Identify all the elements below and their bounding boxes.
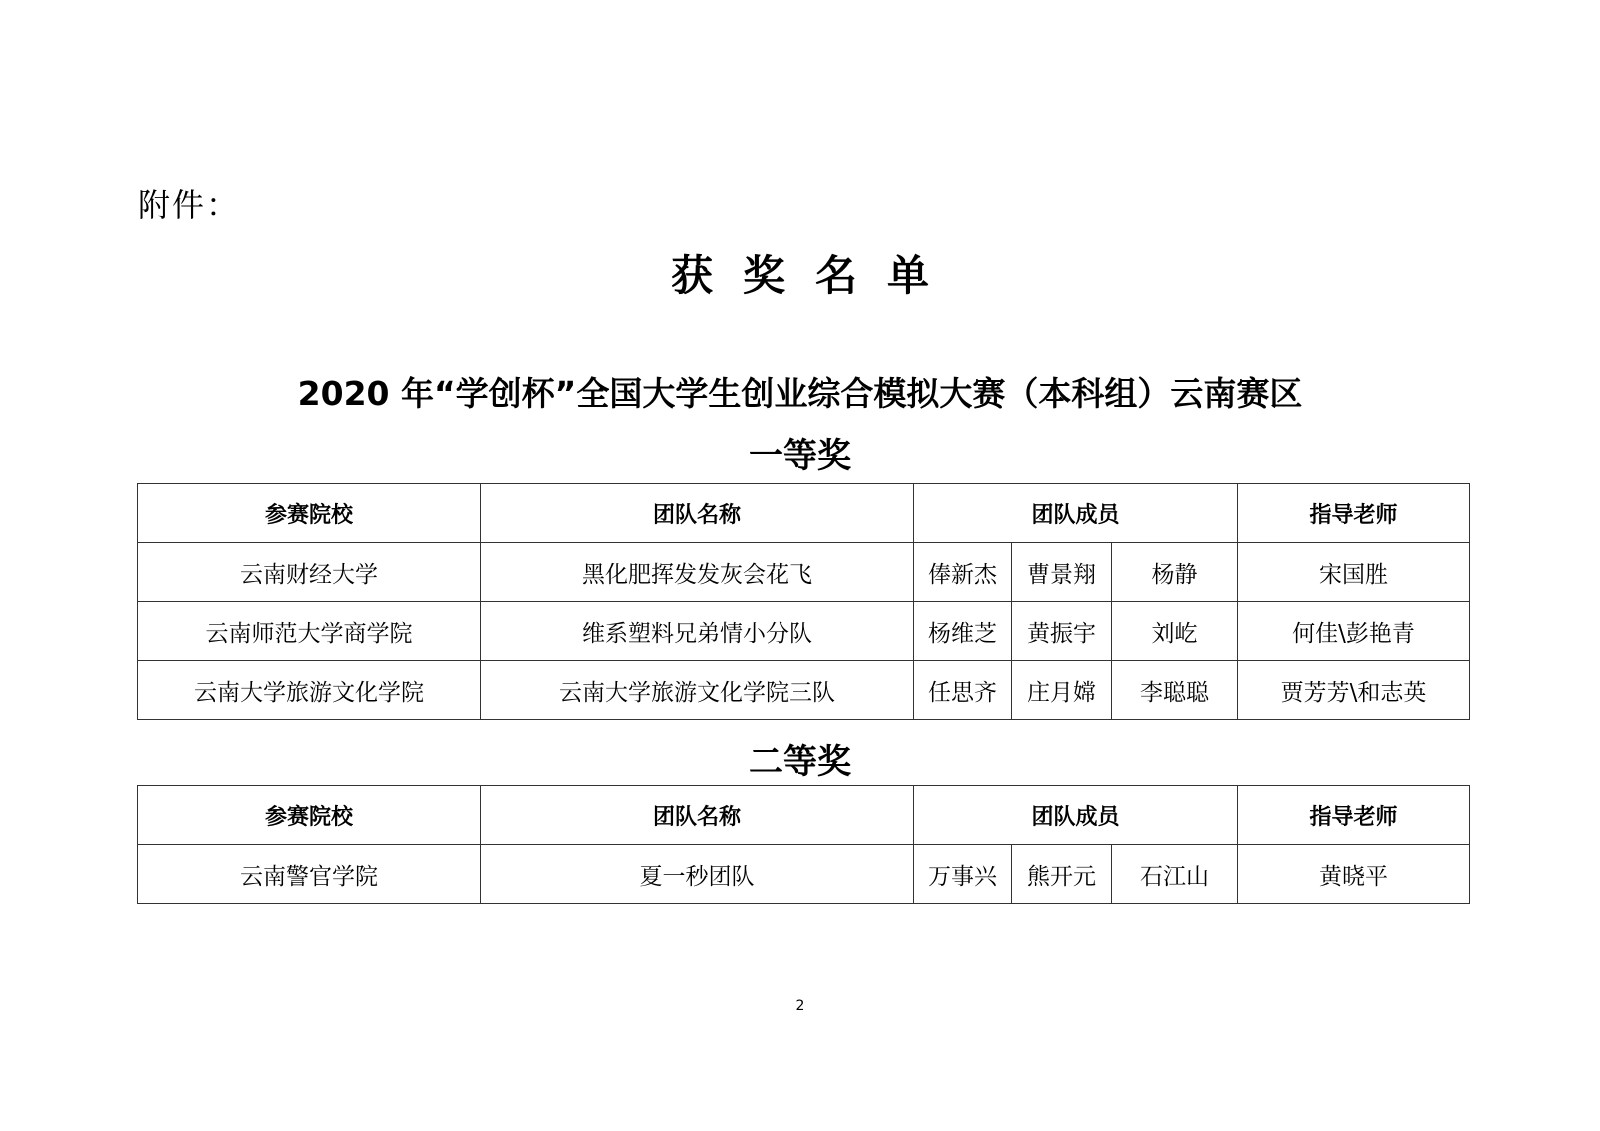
member-cell: 黄振宇 — [1012, 602, 1112, 661]
member-cell: 李聪聪 — [1112, 661, 1238, 720]
member-cell: 曹景翔 — [1012, 543, 1112, 602]
table-header-row — [138, 484, 1470, 543]
school-cell: 云南财经大学 — [138, 543, 481, 602]
member-cell: 庄月嫦 — [1012, 661, 1112, 720]
member-cell: 刘屹 — [1112, 602, 1238, 661]
column-header-members: 团队成员 — [914, 484, 1238, 543]
school-cell: 云南大学旅游文化学院 — [138, 661, 481, 720]
advisor-cell: 何佳\彭艳青 — [1238, 602, 1470, 661]
advisor-cell: 黄晓平 — [1238, 845, 1470, 904]
member-cell: 俸新杰 — [914, 543, 1012, 602]
advisor-cell: 贾芳芳\和志英 — [1238, 661, 1470, 720]
column-header-team-name: 团队名称 — [481, 484, 914, 543]
table-row — [138, 845, 1470, 904]
column-header-school: 参赛院校 — [138, 786, 481, 845]
team-name-cell: 夏一秒团队 — [481, 845, 914, 904]
table-row — [138, 543, 1470, 602]
team-name-cell: 维系塑料兄弟情小分队 — [481, 602, 914, 661]
column-header-members: 团队成员 — [914, 786, 1238, 845]
column-header-team-name: 团队名称 — [481, 786, 914, 845]
team-name-cell: 黑化肥挥发发灰会花飞 — [481, 543, 914, 602]
member-cell: 石江山 — [1112, 845, 1238, 904]
team-name-cell: 云南大学旅游文化学院三队 — [481, 661, 914, 720]
table-header-row — [138, 786, 1470, 845]
competition-title: 2020 年“学创杯”全国大学生创业综合模拟大赛（本科组）云南赛区 — [297, 374, 1303, 413]
table-row — [138, 602, 1470, 661]
column-header-school: 参赛院校 — [138, 484, 481, 543]
school-cell: 云南师范大学商学院 — [138, 602, 481, 661]
second-prize-table — [137, 785, 1470, 904]
page-title: 获奖名单 — [670, 251, 959, 300]
column-header-advisor: 指导老师 — [1238, 484, 1470, 543]
member-cell: 杨维芝 — [914, 602, 1012, 661]
member-cell: 杨静 — [1112, 543, 1238, 602]
second-prize-heading: 二等奖 — [749, 742, 851, 782]
first-prize-table — [137, 483, 1470, 720]
page-number: 2 — [795, 998, 805, 1014]
attachment-label: 附件： — [138, 186, 241, 224]
first-prize-heading: 一等奖 — [749, 436, 851, 476]
school-cell: 云南警官学院 — [138, 845, 481, 904]
column-header-advisor: 指导老师 — [1238, 786, 1470, 845]
advisor-cell: 宋国胜 — [1238, 543, 1470, 602]
member-cell: 万事兴 — [914, 845, 1012, 904]
member-cell: 熊开元 — [1012, 845, 1112, 904]
table-row — [138, 661, 1470, 720]
member-cell: 任思齐 — [914, 661, 1012, 720]
